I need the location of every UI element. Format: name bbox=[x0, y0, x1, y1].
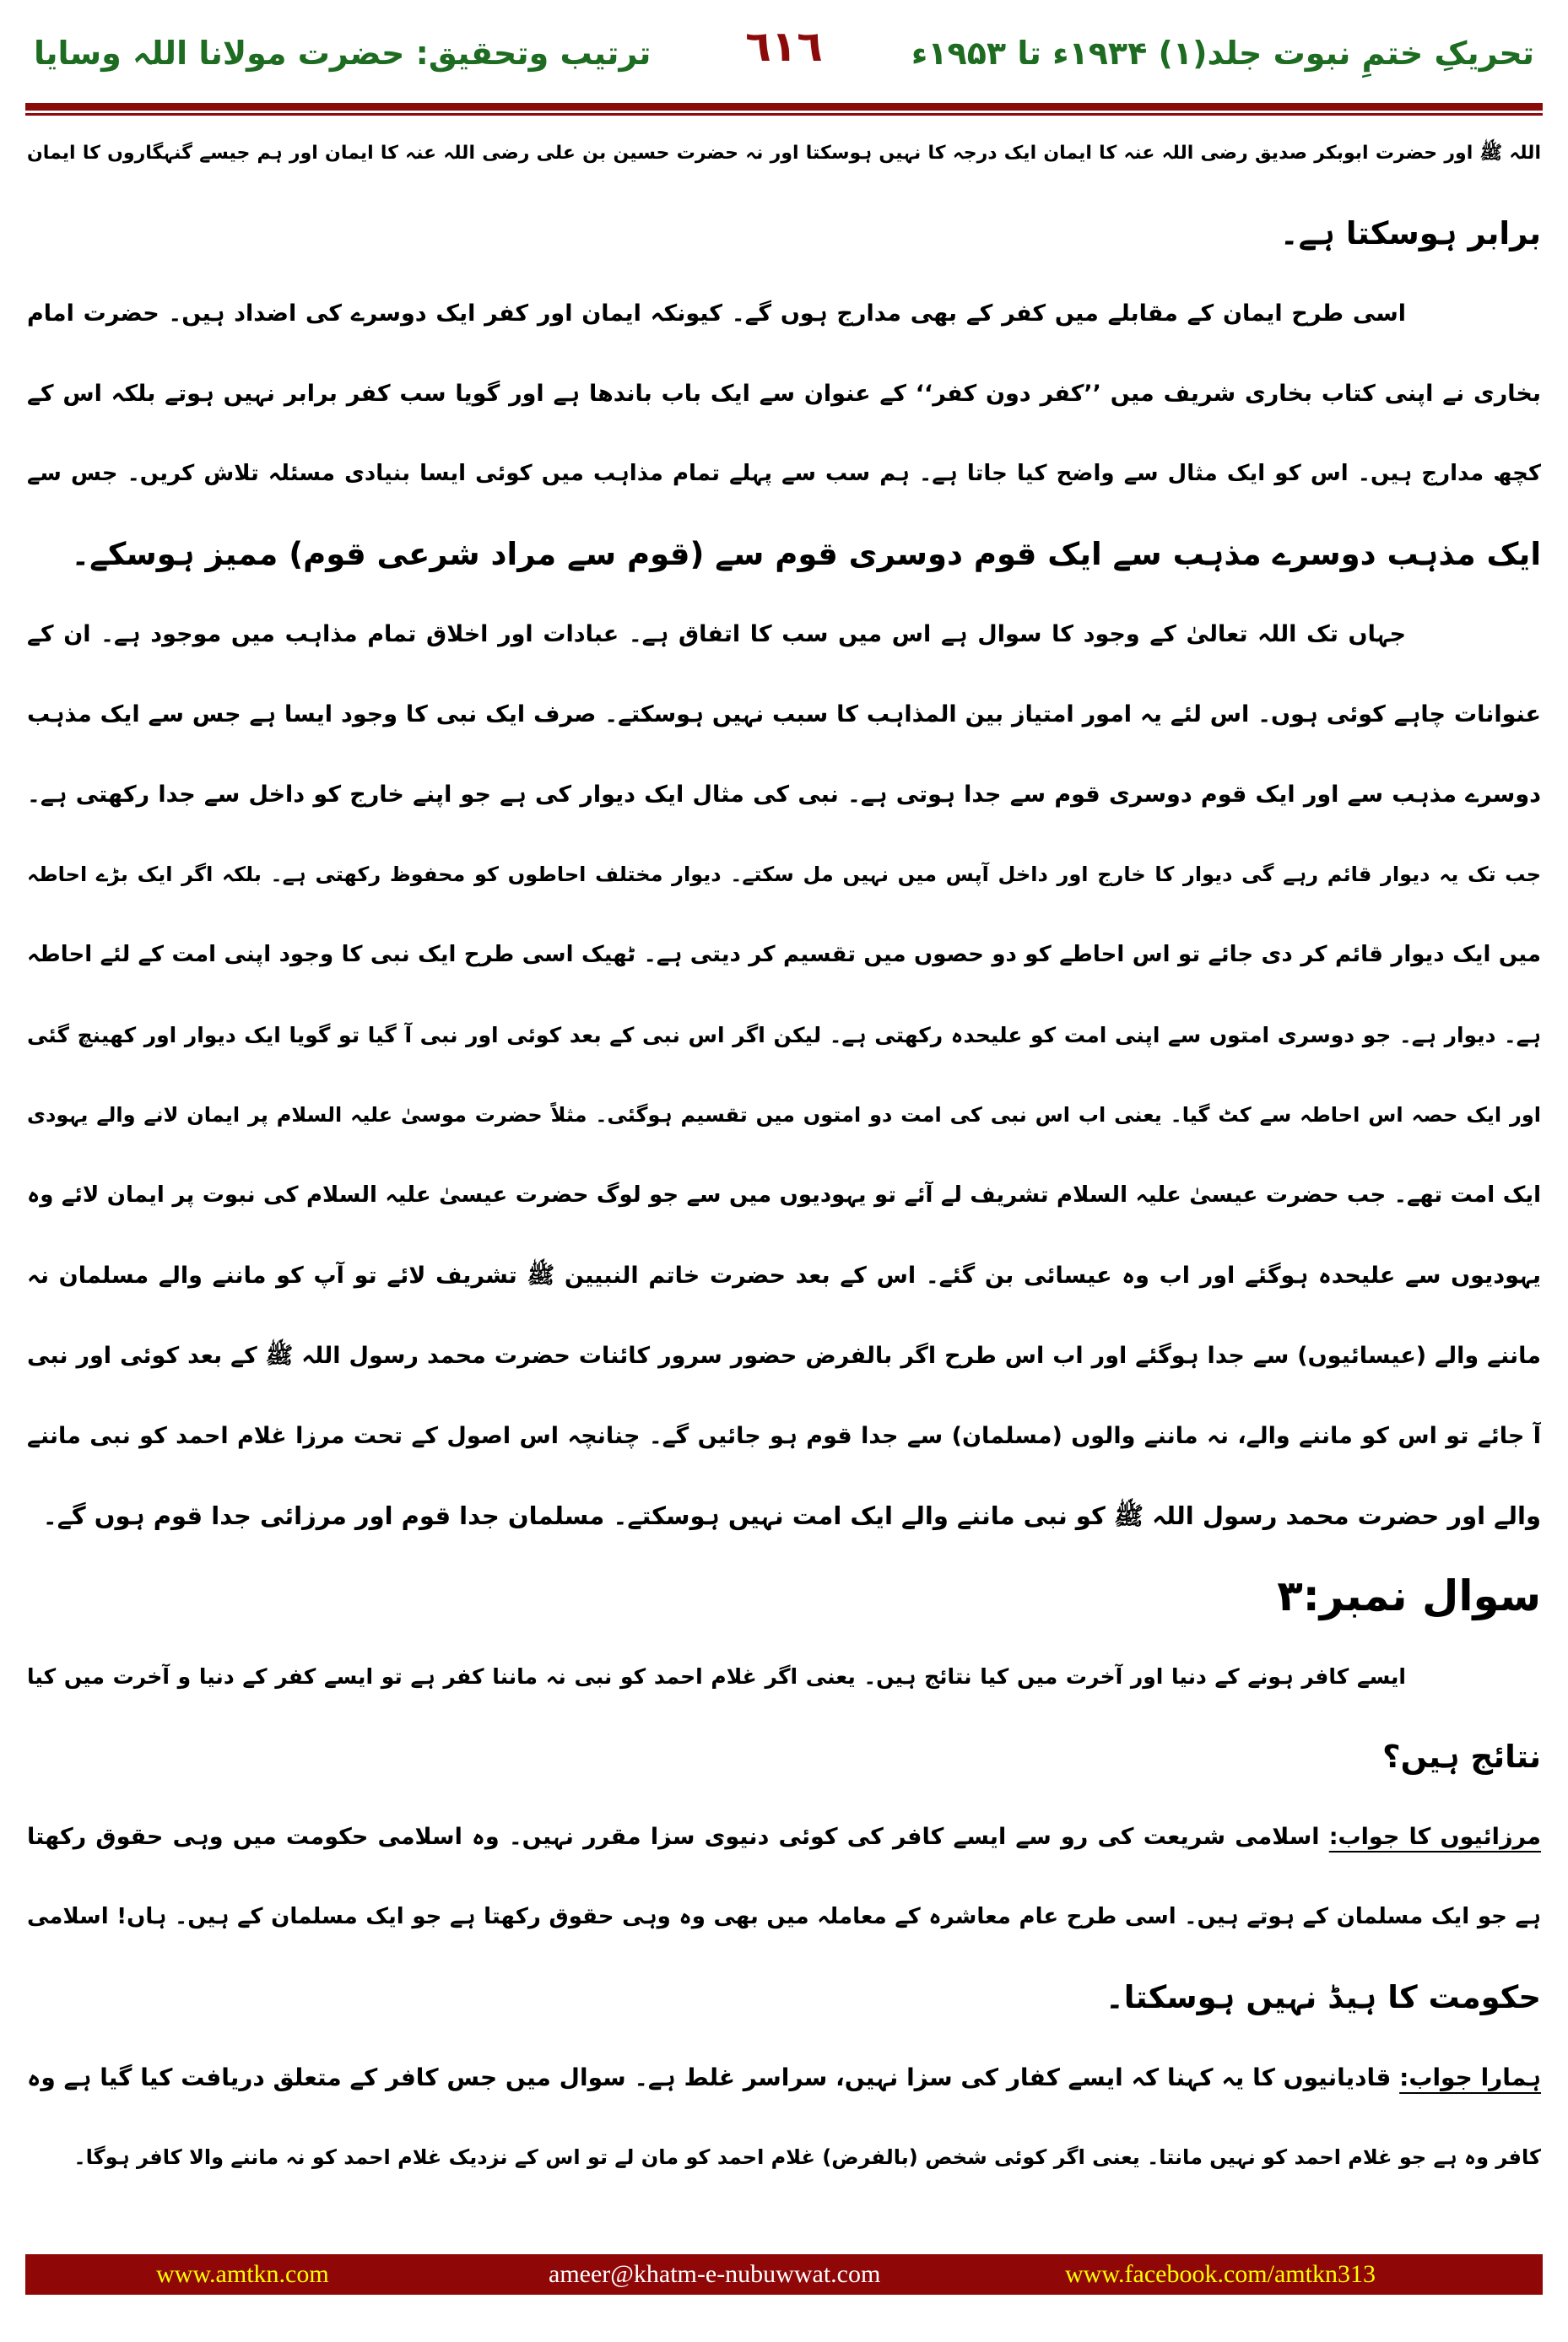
line-text: کافر وہ ہے جو غلام احمد کو نہیں مانتا۔ یعنی اگر کوئی شخص (بالفرض) غلام احمد کو مان لے تو اس کے نزدیک غلام احمد کو نہ ماننے والا کافر ہوگا۔ bbox=[73, 2145, 1541, 2169]
footer-email-link[interactable]: ameer@khatm-e-nubuwwat.com bbox=[549, 2260, 881, 2288]
line-text: میں ایک دیوار قائم کر دی جائے تو اس احاطے کو دو حصوں میں تقسیم کر دیتی ہے۔ ٹھیک اسی طرح ایک نبی کا وجود اپنی امت کے لئے احاطہ bbox=[27, 942, 1541, 967]
line-text: ہے۔ دیوار ہے۔ جو دوسری امتوں سے اپنی امت کو علیحدہ رکھتی ہے۔ لیکن اگر اس نبی کے بعد کوئی اور نبی آ گیا تو گویا ایک دیوار اور کھینچ گئی bbox=[27, 1023, 1541, 1047]
line-text: اور ایک حصہ اس احاطہ سے کٹ گیا۔ یعنی اب اس نبی کی امت دو امتوں میں تقسیم ہوگئی۔ مثلاً حضرت موسیٰ علیہ السلام پر ایمان لانے والے یہودی bbox=[27, 1103, 1541, 1127]
line-text: اسلامی شریعت کی رو سے ایسے کافر کی کوئی دنیوی سزا مقرر نہیں۔ وہ اسلامی حکومت میں وہی حقوق رکھتا bbox=[27, 1824, 1329, 1850]
line-text: بخاری نے اپنی کتاب بخاری شریف میں ’’کفر دون کفر‘‘ کے عنوان سے ایک باب باندھا ہے اور گویا سب کفر برابر نہیں ہوتے بلکہ اس کے bbox=[27, 381, 1541, 407]
text-line bbox=[27, 835, 1541, 915]
text-line bbox=[27, 674, 1541, 755]
line-text: ہے جو ایک مسلمان کے ہوتے ہیں۔ اسی طرح عام معاشرہ کے معاملہ میں بھی وہ وہی حقوق رکھتا ہے جو ایک مسلمان کے ہیں۔ ہاں! اسلامی bbox=[27, 1904, 1541, 1929]
text-line bbox=[27, 915, 1541, 995]
line-text: آ جائے تو اس کو ماننے والے، نہ ماننے والوں (مسلمان) سے جدا قوم ہو جائیں گے۔ چنانچہ اس اصول کے تحت مرزا غلام احمد کو نبی ماننے bbox=[27, 1423, 1541, 1449]
text-line bbox=[27, 514, 1541, 594]
line-text: جہاں تک اللہ تعالیٰ کے وجود کا سوال ہے اس میں سب کا اتفاق ہے۔ عبادات اور اخلاق تمام مذاہب میں موجود ہے۔ ان کے bbox=[27, 621, 1406, 647]
book-title: تحریکِ ختمِ نبوت جلد(۱) ۱۹۳۴ء تا ۱۹۵۳ء bbox=[911, 35, 1534, 72]
text-line bbox=[27, 1717, 1541, 1797]
text-line bbox=[27, 1075, 1541, 1155]
line-text: کچھ مدارج ہیں۔ اس کو ایک مثال سے واضح کیا جاتا ہے۔ ہم سب سے پہلے تمام مذاہب میں کوئی ایسا بنیادی مسئلہ تلاش کریں۔ جس سے bbox=[27, 461, 1541, 486]
text-line bbox=[27, 1797, 1541, 1877]
text-line bbox=[27, 1476, 1541, 1556]
footer-facebook-link[interactable]: www.facebook.com/amtkn313 bbox=[1065, 2260, 1376, 2288]
line-text: جب تک یہ دیوار قائم رہے گی دیوار کا خارج اور داخل آپس میں نہیں مل سکتے۔ دیوار مختلف احاطوں کو محفوظ رکھتی ہے۔ بلکہ اگر ایک بڑے احاطہ bbox=[27, 863, 1541, 886]
text-line bbox=[27, 2037, 1541, 2118]
text-line bbox=[27, 113, 1541, 193]
text-line bbox=[27, 193, 1541, 273]
text-line bbox=[27, 354, 1541, 434]
answer-label: مرزائیوں کا جواب: bbox=[1328, 1824, 1541, 1850]
footer-website-link[interactable]: www.amtkn.com bbox=[156, 2260, 329, 2288]
text-line bbox=[27, 273, 1541, 354]
line-text: دوسرے مذہب سے اور ایک قوم دوسری قوم سے جدا ہوتی ہے۔ نبی کی مثال ایک دیوار کی ہے جو اپنے خارج کو داخل سے جدا رکھتی ہے۔ bbox=[27, 782, 1541, 808]
text-line bbox=[27, 1236, 1541, 1316]
line-text: نتائج ہیں؟ bbox=[1382, 1739, 1541, 1775]
text-line bbox=[27, 1396, 1541, 1476]
line-text: قادیانیوں کا یہ کہنا کہ ایسے کفار کی سزا نہیں، سراسر غلط ہے۔ سوال میں جس کافر کے متعلق دریافت کیا گیا ہے وہ bbox=[27, 2063, 1400, 2091]
text-line bbox=[27, 755, 1541, 835]
text-line bbox=[27, 1636, 1541, 1717]
section-heading: سوال نمبر:۳ bbox=[1277, 1571, 1541, 1620]
line-text: ایک امت تھے۔ جب حضرت عیسیٰ علیہ السلام تشریف لے آئے تو یہودیوں میں سے جو لوگ حضرت عیسیٰ علیہ السلام کی نبوت پر ایمان لائے وہ bbox=[27, 1182, 1541, 1208]
text-line bbox=[27, 1957, 1541, 2037]
page-number: ٦١٦ bbox=[745, 22, 823, 71]
compiler-credit: ترتیب وتحقیق: حضرت مولانا اللہ وسایا bbox=[34, 35, 652, 72]
footer-bar bbox=[25, 2254, 1543, 2295]
text-line bbox=[27, 1316, 1541, 1396]
line-text: ایسے کافر ہونے کے دنیا اور آخرت میں کیا نتائج ہیں۔ یعنی اگر غلام احمد کو نبی نہ ماننا کفر ہے تو ایسے کفر کے دنیا و آخرت میں کیا bbox=[27, 1664, 1406, 1689]
line-text: عنوانات چاہے کوئی ہوں۔ اس لئے یہ امور امتیاز بین المذاہب کا سبب نہیں ہوسکتے۔ صرف ایک نبی کا وجود ایسا ہے جس سے ایک مذہب bbox=[27, 701, 1541, 727]
line-text: ایک مذہب دوسرے مذہب سے ایک قوم دوسری قوم سے (قوم سے مراد شرعی قوم) ممیز ہوسکے۔ bbox=[71, 536, 1541, 572]
header-divider bbox=[25, 103, 1543, 111]
line-text: حکومت کا ہیڈ نہیں ہوسکتا۔ bbox=[1106, 1979, 1541, 2015]
text-line bbox=[27, 434, 1541, 514]
line-text: والے اور حضرت محمد رسول اللہ ﷺ کو نبی ماننے والے ایک امت نہیں ہوسکتے۔ مسلمان جدا قوم اور مرزائی جدا قوم ہوں گے۔ bbox=[42, 1501, 1541, 1530]
line-text: برابر ہوسکتا ہے۔ bbox=[1279, 215, 1541, 252]
text-line bbox=[27, 594, 1541, 674]
line-text: اللہ ﷺ اور حضرت ابوبکر صدیق رضی اللہ عنہ کا ایمان ایک درجہ کا نہیں ہوسکتا اور نہ حضرت حسین بن علی رضی اللہ عنہ کا ایمان اور ہم جیسے گنہگاروں کا ایمان bbox=[27, 143, 1541, 164]
text-line bbox=[27, 1155, 1541, 1236]
text-line bbox=[27, 995, 1541, 1075]
text-line bbox=[27, 2118, 1541, 2198]
page-body bbox=[27, 113, 1541, 2198]
line-text: اسی طرح ایمان کے مقابلے میں کفر کے بھی مدارج ہوں گے۔ کیونکہ ایمان اور کفر ایک دوسرے کی اضداد ہیں۔ حضرت امام bbox=[27, 300, 1406, 327]
answer-label: ہمارا جواب: bbox=[1399, 2063, 1541, 2091]
text-line bbox=[27, 1877, 1541, 1957]
line-text: ماننے والے (عیسائیوں) سے جدا ہوگئے اور اب اس طرح اگر بالفرض حضور سرور کائنات حضرت محمد رسول اللہ ﷺ کے بعد کوئی اور نبی bbox=[27, 1343, 1541, 1369]
line-text: یہودیوں سے علیحدہ ہوگئے اور اب وہ عیسائی بن گئے۔ اس کے بعد حضرت خاتم النبیین ﷺ تشریف لائے تو آپ کو ماننے والے مسلمان نہ bbox=[27, 1263, 1541, 1289]
